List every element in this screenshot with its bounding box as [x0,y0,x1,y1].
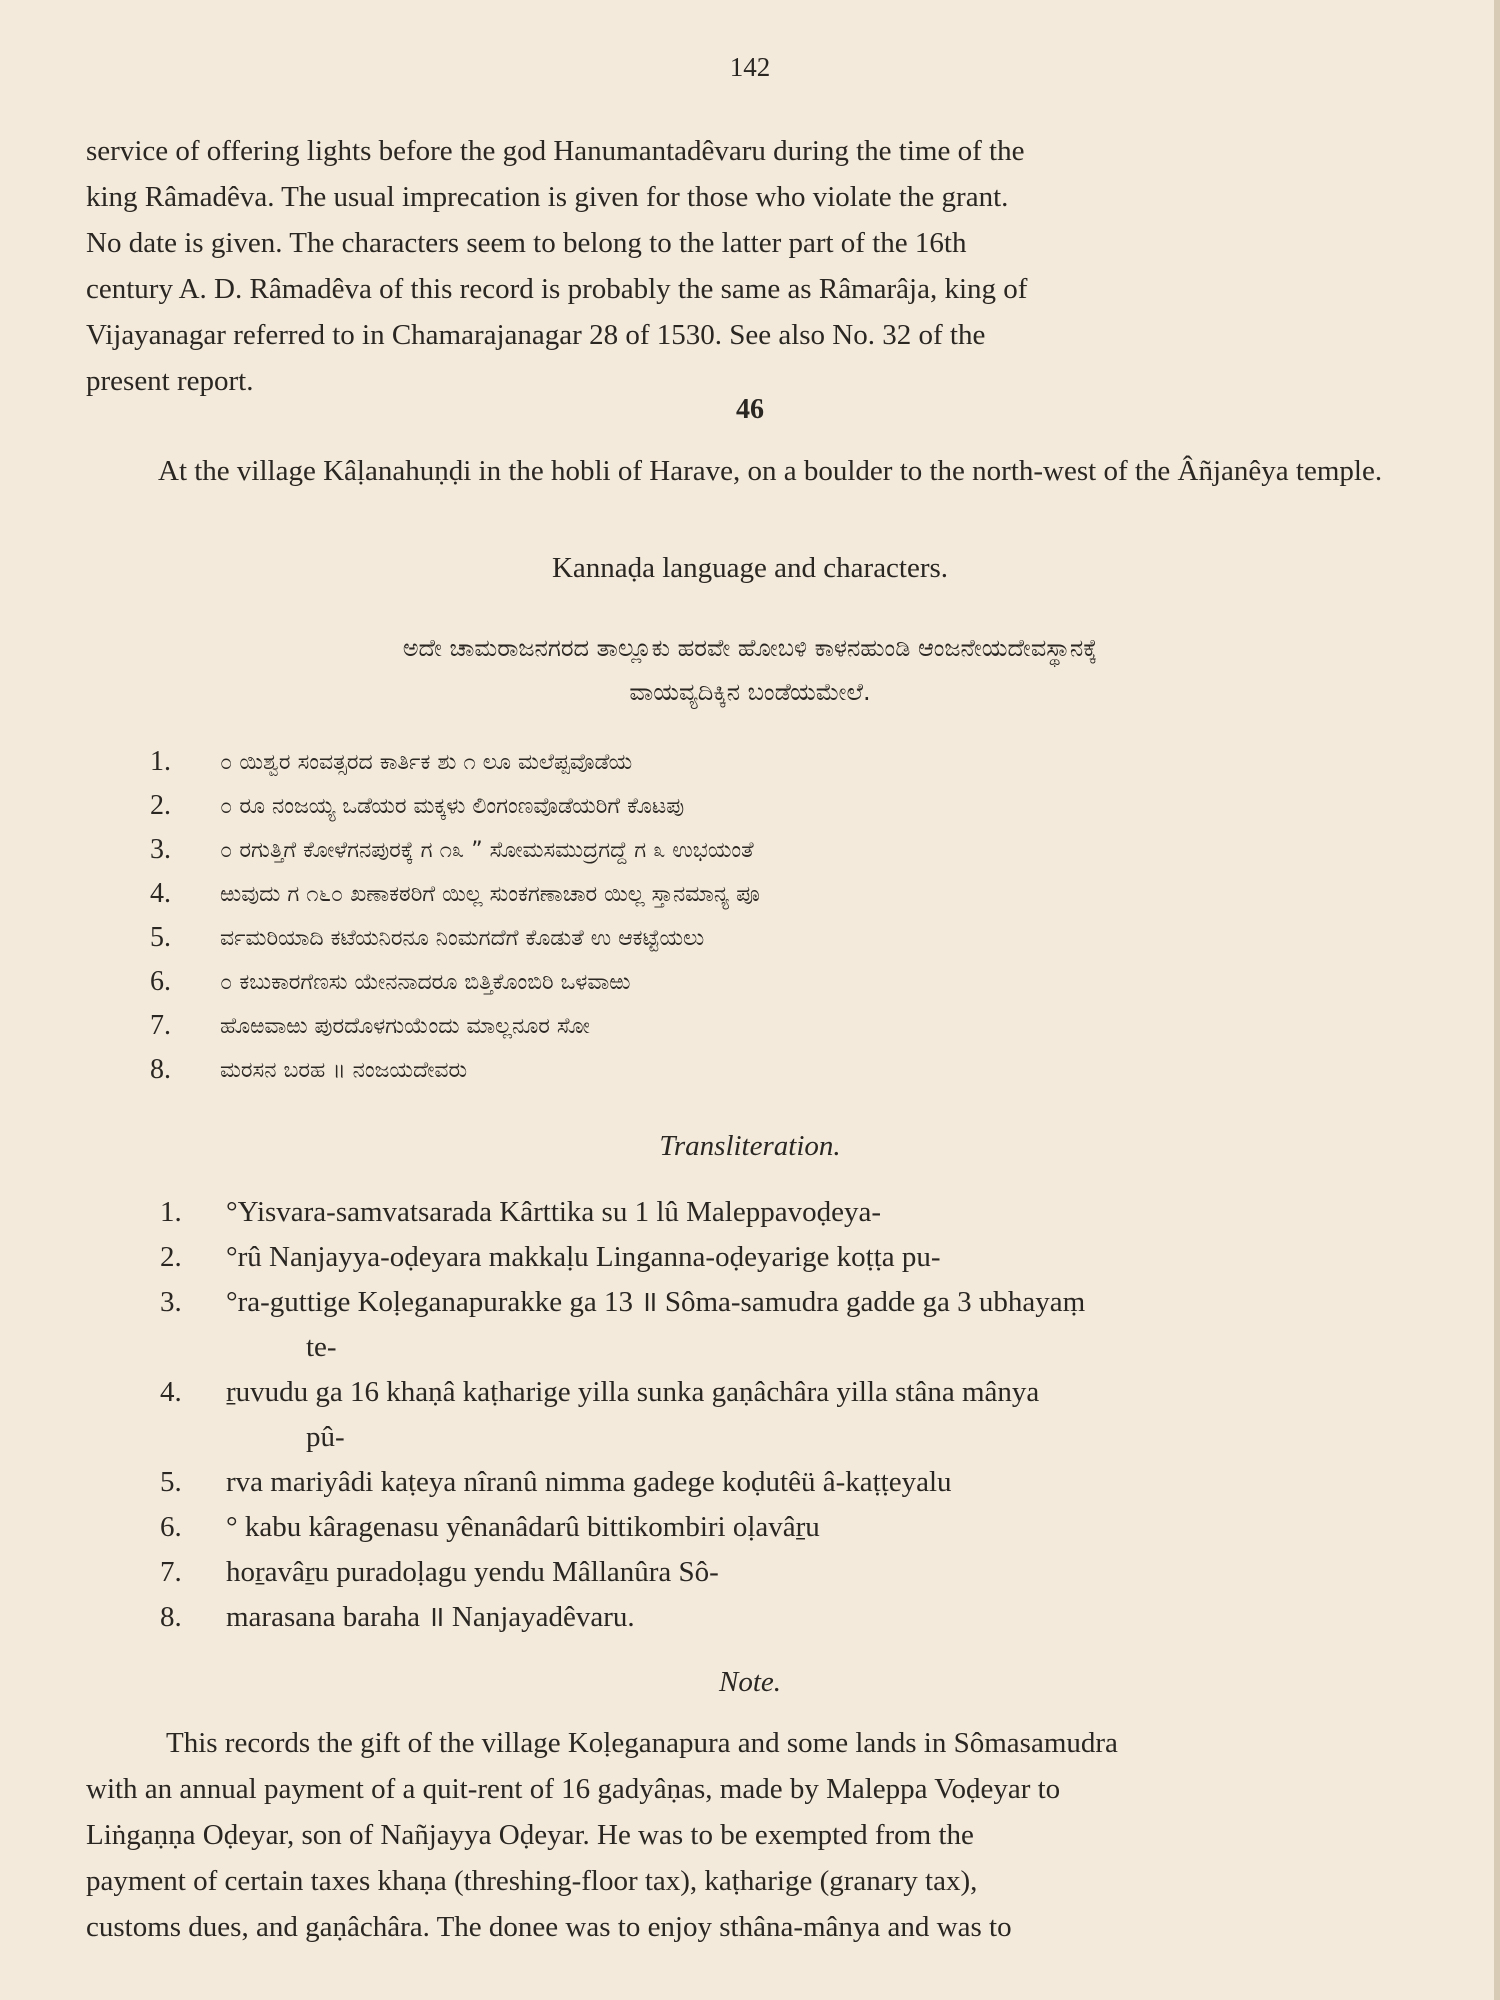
line-text: ಹೊಱವಾಱು ಪುರದೊಳಗುಯೆಂದು ಮಾಲ್ಲನೂರ ಸೋ [220,1013,590,1039]
transliteration-line [160,1235,1390,1280]
language-note: Kannaḍa language and characters. [551,552,949,584]
kannada-inscription [150,740,1400,1092]
intro-line: Vijayanagar referred to in Chamarajanagar 28 of 1530. See also No. 32 of the [86,319,986,351]
intro-line: century A. D. Râmadêva of this record is probably the same as Râmarâja, king of [86,273,1028,305]
line-text: ೦ ಕಬುಕಾರಗೆಣಸು ಯೇನನಾದರೂ ಬಿತ್ತಿಕೊಂಬಿರಿ ಒಳವಾಱು [220,969,631,995]
transliteration-line [160,1595,1390,1640]
inscription-line [150,872,1400,916]
line-number: 4. [150,878,171,909]
line-text: °rû Nanjayya-oḍeyara makkaḷu Linganna-oḍeyarige koṭṭa pu- [226,1241,941,1273]
line-number: 3. [160,1286,182,1318]
note-paragraph [86,1720,1386,1950]
line-text: ° kabu kâragenasu yênanâdarû bittikombiri oḷavâṟu [226,1511,820,1543]
line-text: ೦ ಯಿಶ್ವರ ಸಂವತ್ಸರದ ಕಾರ್ತಿಕ ಶು ೧ ಲೂ ಮಲೆಪ್ಪವೊಡೆಯ [220,749,633,775]
line-text: °Yisvara-samvatsarada Kârttika su 1 lû Maleppavoḍeya- [226,1196,882,1228]
note-line: with an annual payment of a quit-rent of 16 gadyâṇas, made by Maleppa Voḍeyar to [86,1773,1061,1805]
line-number: 8. [160,1601,182,1633]
intro-line: present report. [86,365,254,397]
line-text: ೦ ರಗುತ್ತಿಗೆ ಕೋಳೆಗನಪುರಕ್ಕೆ ಗ ೧೩ ” ಸೋಮಸಮುದ್ರಗದ್ದೆ ಗ ೩ ಉಭಯಂತೆ [220,837,754,863]
note-line: payment of certain taxes khaṇa (threshing-floor tax), kaṭharige (granary tax), [86,1865,978,1897]
kannada-heading [0,626,1500,714]
line-number: 1. [150,746,171,777]
line-text: ೦ ರೂ ನಂಜಯ್ಯ ಒಡೆಯರ ಮಕ್ಕಳು ಲಿಂಗಂಣವೊಡೆಯರಿಗೆ ಕೊಟಪು [220,793,685,819]
line-text: °ra-guttige Koḷeganapurakke ga 13 ॥ Sôma-samudra gadde ga 3 ubhayaṃ [226,1286,1086,1318]
note-heading: Note. [718,1666,782,1698]
intro-paragraph [86,128,1386,404]
line-text: ಮರಸನ ಬರಹ ॥ ನಂಜಯದೇವರು [220,1057,468,1083]
line-text: ಱುವುದು ಗ ೧೬೦ ಖಣಾಕಠರಿಗೆ ಯಿಲ್ಲ ಸುಂಕಗಣಾಚಾರ ಯಿಲ್ಲ ಸ್ತಾನಮಾನ್ಯ ಪೂ [220,881,760,907]
inscription-line [150,960,1400,1004]
line-number: 8. [150,1054,171,1085]
inscription-line [150,1048,1400,1092]
transliteration-block [160,1190,1390,1640]
transliteration-heading: Transliteration. [659,1130,841,1162]
line-number: 6. [160,1511,182,1543]
inscription-line [150,916,1400,960]
record-number: 46 [736,394,764,425]
line-continuation: pû- [306,1421,345,1453]
transliteration-line [160,1280,1390,1325]
line-continuation: te- [306,1331,337,1363]
kannada-heading-line: ಅದೇ ಚಾಮರಾಜನಗರದ ತಾಲ್ಲೂಕು ಹರವೇ ಹೋಬಳಿ ಕಾಳನಹುಂಡಿ ಆಂಜನೇಯದೇವಸ್ಥಾನಕ್ಕೆ [402,634,1098,662]
note-line: This records the gift of the village Koḷeganapura and some lands in Sômasamudra [166,1727,1118,1759]
line-number: 4. [160,1376,182,1408]
line-number: 7. [150,1010,171,1041]
location-description: At the village Kâḷanahuṇḍi in the hobli of Harave, on a boulder to the north-west of the Âñjanêya temple. [158,455,1383,487]
line-number: 5. [150,922,171,953]
transliteration-line [160,1460,1390,1505]
line-number: 1. [160,1196,182,1228]
intro-line: king Râmadêva. The usual imprecation is given for those who violate the grant. [86,181,1009,213]
line-text: ರ್ವಮರಿಯಾದಿ ಕಟೆಯನಿರನೂ ನಿಂಮಗದೆಗೆ ಕೊಡುತೆ ಉ ಆಕಟ್ಟೆಯಲು [220,925,705,951]
note-line: customs dues, and gaṇâchâra. The donee was to enjoy sthâna-mânya and was to [86,1911,1012,1943]
page-number: 142 [729,52,771,82]
transliteration-line [160,1370,1390,1415]
line-number: 2. [150,790,171,821]
note-line: Liṅgaṇṇa Oḍeyar, son of Nañjayya Oḍeyar. He was to be exempted from the [86,1819,974,1851]
transliteration-line [160,1550,1390,1595]
intro-line: service of offering lights before the god Hanumantadêvaru during the time of the [86,135,1025,167]
line-text: hoṟavâṟu puradoḷagu yendu Mâllanûra Sô- [226,1556,719,1588]
page-edge-shadow [1494,0,1500,2000]
line-number: 7. [160,1556,182,1588]
line-number: 2. [160,1241,182,1273]
transliteration-line [160,1505,1390,1550]
inscription-line [150,740,1400,784]
inscription-line [150,1004,1400,1048]
line-number: 5. [160,1466,182,1498]
line-text: ṟuvudu ga 16 khaṇâ kaṭharige yilla sunka gaṇâchâra yilla stâna mânya [226,1376,1040,1408]
line-text: rva mariyâdi kaṭeya nîranû nimma gadege koḍutêü â-kaṭṭeyalu [226,1466,952,1498]
kannada-heading-line: ವಾಯವ್ಯದಿಕ್ಕಿನ ಬಂಡೆಯಮೇಲೆ. [629,678,871,706]
intro-line: No date is given. The characters seem to belong to the latter part of the 16th [86,227,967,259]
line-number: 6. [150,966,171,997]
line-text: marasana baraha ॥ Nanjayadêvaru. [226,1601,635,1633]
line-number: 3. [150,834,171,865]
inscription-line [150,828,1400,872]
transliteration-line [160,1190,1390,1235]
inscription-line [150,784,1400,828]
